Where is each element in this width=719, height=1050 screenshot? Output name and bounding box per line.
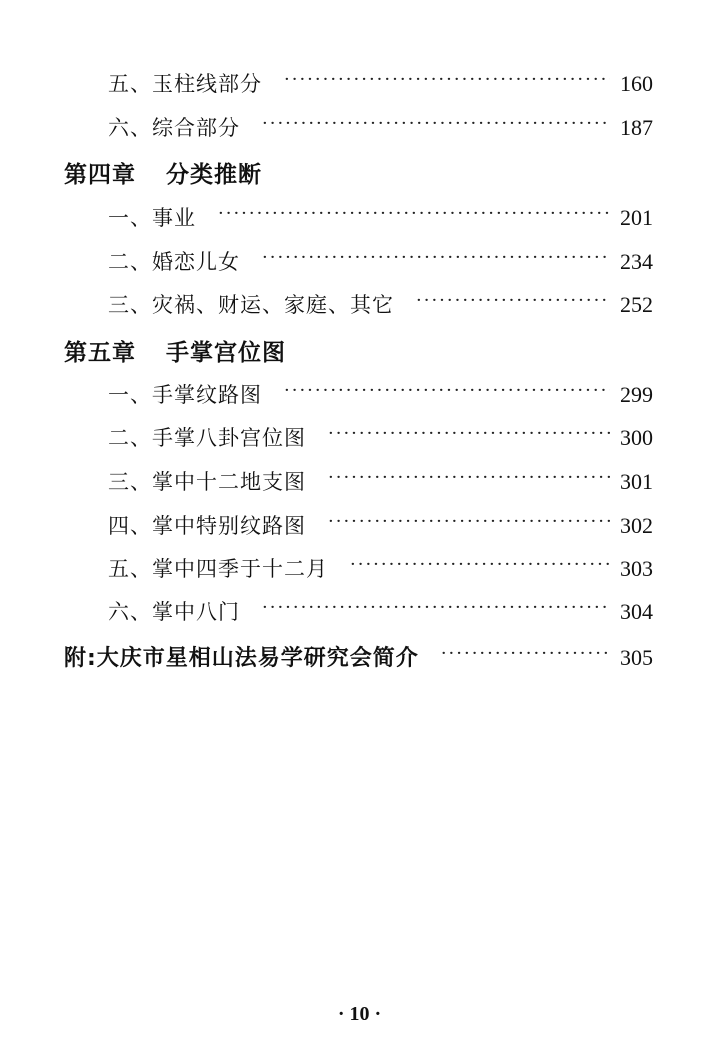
toc-entry-title: 二、手掌八卦宫位图 <box>108 426 306 450</box>
toc-entry-page: 299 <box>620 382 653 407</box>
toc-entry-title: 二、婚恋儿女 <box>108 250 240 274</box>
toc-entry <box>108 510 653 540</box>
toc-entry-title: 五、掌中四季于十二月 <box>108 557 328 581</box>
dot-leader <box>328 469 610 487</box>
toc-entry-title: 六、掌中八门 <box>108 600 240 624</box>
toc-entry-title: 三、灾祸、财运、家庭、其它 <box>108 293 394 317</box>
chapter-heading <box>64 156 262 189</box>
toc-entry-title: 四、掌中特别纹路图 <box>108 514 306 538</box>
toc-entry <box>108 596 653 626</box>
toc-entry-title: 一、手掌纹路图 <box>108 383 262 407</box>
dot-leader <box>441 645 610 663</box>
dot-leader <box>416 292 610 310</box>
toc-entry-page: 300 <box>620 425 653 450</box>
toc-entry-page: 304 <box>620 599 653 624</box>
toc-entry <box>108 466 653 496</box>
toc-entry <box>108 289 653 319</box>
dot-leader <box>350 556 610 574</box>
toc-entry-page: 302 <box>620 513 653 538</box>
toc-entry-title: 一、事业 <box>108 206 196 230</box>
toc-entry-title: 六、综合部分 <box>108 116 240 140</box>
dot-leader <box>262 599 610 617</box>
toc-entry-title: 三、掌中十二地支图 <box>108 470 306 494</box>
chapter-heading <box>64 334 286 367</box>
dot-leader <box>284 71 610 89</box>
chapter-number: 第五章 <box>64 340 136 366</box>
dot-leader <box>284 382 610 400</box>
appendix-title: 附:大庆市星相山法易学研究会简介 <box>64 646 419 671</box>
dot-leader <box>218 205 610 223</box>
chapter-title: 手掌宫位图 <box>166 340 286 366</box>
toc-entry-page: 303 <box>620 556 653 581</box>
toc-entry <box>108 553 653 583</box>
toc-entry-page: 201 <box>620 205 653 230</box>
toc-entry <box>108 379 653 409</box>
chapter-title: 分类推断 <box>166 162 262 188</box>
dot-leader <box>262 115 610 133</box>
toc-entry <box>108 68 653 98</box>
toc-entry <box>108 422 653 452</box>
toc-entry <box>108 246 653 276</box>
dot-leader <box>328 513 610 531</box>
appendix-entry <box>64 641 653 672</box>
dot-leader <box>328 425 610 443</box>
toc-entry-page: 160 <box>620 71 653 96</box>
toc-entry <box>108 112 653 142</box>
dot-leader <box>262 249 610 267</box>
toc-entry-title: 五、玉柱线部分 <box>108 72 262 96</box>
toc-entry-page: 252 <box>620 292 653 317</box>
chapter-number: 第四章 <box>64 162 136 188</box>
page-number: · 10 · <box>337 1003 382 1025</box>
toc-entry-page: 234 <box>620 249 653 274</box>
toc-entry-page: 301 <box>620 469 653 494</box>
appendix-page: 305 <box>620 645 653 670</box>
toc-entry <box>108 202 653 232</box>
toc-entry-page: 187 <box>620 115 653 140</box>
